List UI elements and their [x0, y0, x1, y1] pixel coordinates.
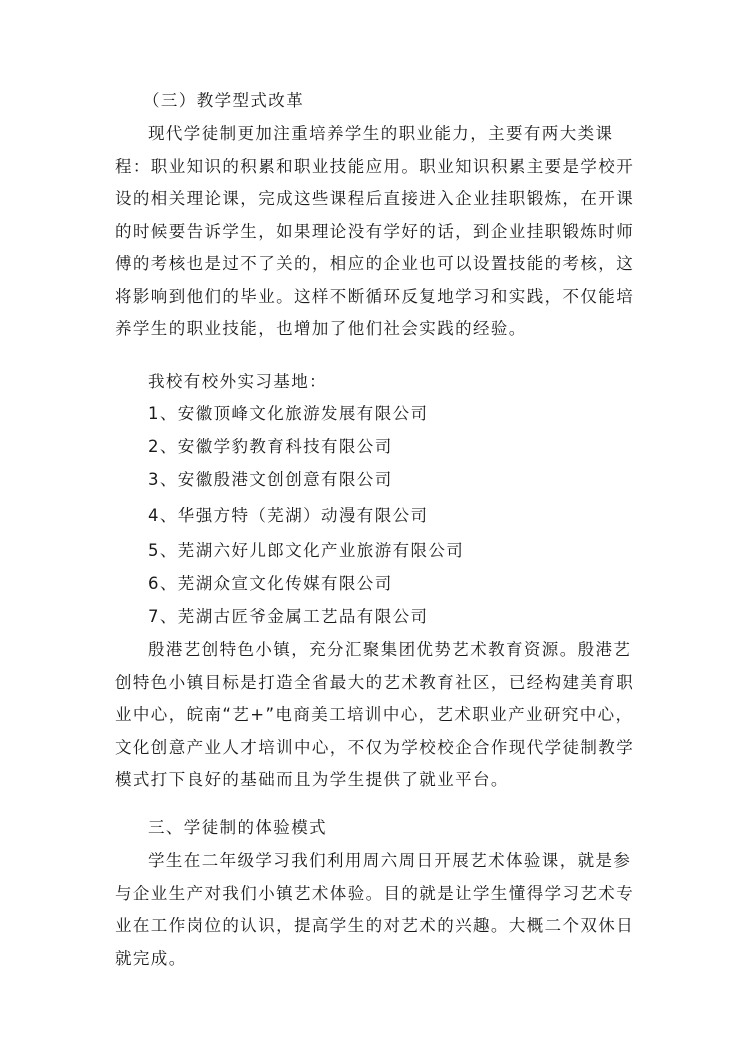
section-heading-experience-mode: 三、学徒制的体验模式	[148, 818, 327, 837]
list-item: 5、芜湖六好儿郎文化产业旅游有限公司	[148, 541, 465, 560]
list-item: 3、安徽殷港文创创意有限公司	[148, 470, 393, 489]
section-heading-teaching-reform: （三）教学型式改革	[143, 91, 305, 110]
list-item: 7、芜湖古匠爷金属工艺品有限公司	[148, 607, 429, 626]
list-item: 2、安徽学豹教育科技有限公司	[148, 437, 393, 456]
list-item: 1、安徽顶峰文化旅游发展有限公司	[148, 404, 429, 423]
paragraph-experience: 学生在二年级学习我们利用周六周日开展艺术体验课，就是参与企业生产对我们小镇艺术体验。目的就是让学生懂得学习艺术专业在工作岗位的认识，提高学生的对艺术的兴趣。大概二个双休日就完成。	[115, 851, 635, 968]
paragraph-art-town: 殷港艺创特色小镇，充分汇聚集团优势艺术教育资源。殷港艺创特色小镇目标是打造全省最大的艺术教育社区，已经构建美育职业中心，皖南“艺+”电商美工培训中心，艺术职业产业研究中心，文化创意产业人才培训中心，不仅为学校校企合作现代学徒制教学模式打下良好的基础而且为学生提供了就业平台。	[115, 640, 635, 789]
list-item: 6、芜湖众宣文化传媒有限公司	[148, 574, 393, 593]
internship-bases-intro: 我校有校外实习基地：	[148, 372, 327, 391]
paragraph-courses: 现代学徒制更加注重培养学生的职业能力，主要有两大类课程：职业知识的积累和职业技能应用。职业知识积累主要是学校开设的相关理论课，完成这些课程后直接进入企业挂职锻炼，在开课的时候要告诉学生，如果理论没有学好的话，到企业挂职锻炼时师傅的考核也是过不了关的，相应的企业也可以设置技能的考核，这将影响到他们的毕业。这样不断循环反复地学习和实践，不仅能培养学生的职业技能，也增加了他们社会实践的经验。	[115, 124, 635, 338]
list-item: 4、华强方特（芜湖）动漫有限公司	[148, 506, 429, 525]
